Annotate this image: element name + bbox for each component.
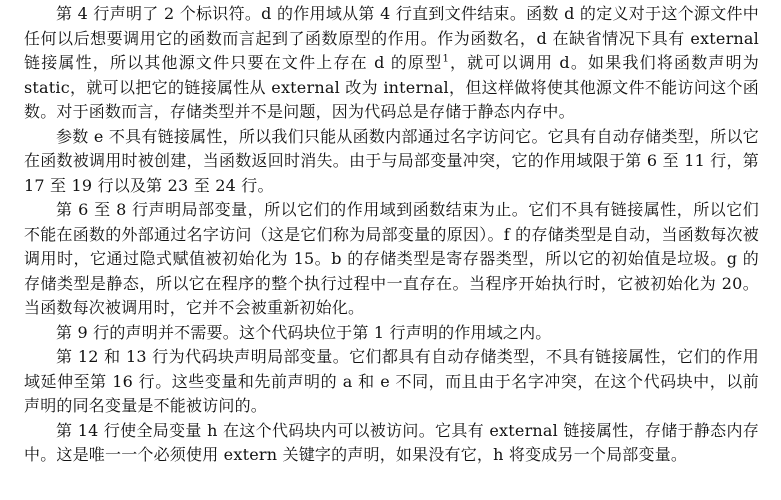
footnote-marker: 1 (442, 53, 449, 65)
paragraph-text: 第 4 行声明了 2 个标识符。d 的作用域从第 4 行直到文件结束。函数 d 的定义对于这个源文件中任何以后想要调用它的函数而言起到了函数原型的作用。作为函数名，d 在缺省情况下具有 external 链接属性，所以其他源文件只要在文件上存在 d 的原型 (24, 4, 759, 72)
paragraph-parameter-e: 参数 e 不具有链接属性，所以我们只能从函数内部通过名字访问它。它具有自动存储类型，所以它在函数被调用时被创建，当函数返回时消失。由于与局部变量冲突，它的作用域限于第 6 至 11 行，第 17 至 19 行以及第 23 至 24 行。 (24, 126, 759, 195)
paragraph-function-d-scope (24, 2, 759, 125)
paragraph-block-locals: 第 12 和 13 行为代码块声明局部变量。它们都具有自动存储类型，不具有链接属性，它们的作用域延伸至第 16 行。这些变量和先前声明的 a 和 e 不同，而且由于名字冲突，在这个代码块中，以前声明的同名变量是不能被访问的。 (24, 347, 759, 415)
paragraph-global-h: 第 14 行使全局变量 h 在这个代码块内可以被访问。它具有 external 链接属性，存储于静态内存中。这是唯一一个必须使用 extern 关键字的声明，如果没有它，h 将变成另一个局部变量。 (24, 420, 759, 464)
paragraph-local-variables: 第 6 至 8 行声明局部变量，所以它们的作用域到函数结束为止。它们不具有链接属性，所以它们不能在函数的外部通过名字访问（这是它们称为局部变量的原因）。f 的存储类型是自动，当函数每次被调用时，它通过隐式赋值被初始化为 15。b 的存储类型是寄存器类型，所以它的初始值是垃圾。g 的存储类型是静态，所以它在程序的整个执行过程中一直存在。当程序开始执行时，它被初始化为 20。当函数每次被调用时，它并不会被重新初始化。 (24, 200, 759, 317)
paragraph-line-9: 第 9 行的声明并不需要。这个代码块位于第 1 行声明的作用域之内。 (56, 322, 552, 342)
paragraph-text: ，就可以调用 d。如果我们将函数声明为 static，就可以把它的链接属性从 external 改为 internal，但这样做将使其他源文件不能访问这个函数。对于函数而言，存储类型并不是问题，因为代码总是存储于静态内存中。 (24, 53, 759, 121)
